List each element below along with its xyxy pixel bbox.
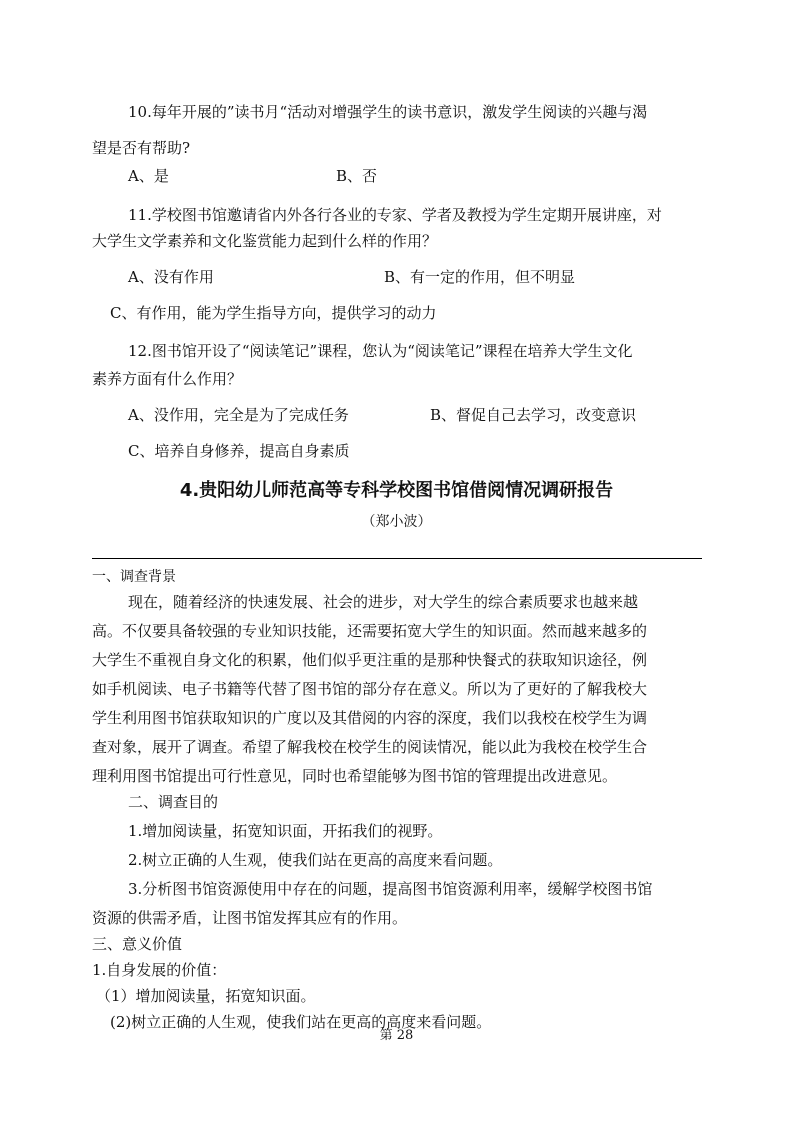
- section-1-heading: 一、调查背景: [92, 569, 176, 585]
- page-number: 第 28: [379, 1028, 414, 1043]
- question-12-text-cont: 素养方面有什么作用？: [92, 370, 243, 388]
- section-2-item-cont: 资源的供需矛盾，让图书馆发挥其应有的作用。: [92, 909, 408, 927]
- question-12-option-a: A、没作用，完全是为了完成任务: [128, 406, 349, 424]
- report-author: （郑小波）: [361, 514, 432, 530]
- question-10-option-b: B、否: [336, 167, 378, 185]
- paragraph-line: 如手机阅读、电子书籍等代替了图书馆的部分存在意义。所以为了更好的了解我校大: [92, 680, 648, 698]
- section-3-heading: 三、意义价值: [92, 935, 183, 953]
- paragraph-line: 现在，随着经济的快速发展、社会的进步，对大学生的综合素质要求也越来越: [128, 593, 639, 611]
- title-divider: [92, 558, 702, 559]
- question-12-option-c: C、培养自身修养，提高自身素质: [128, 442, 350, 460]
- section-2-item: 2.树立正确的人生观，使我们站在更高的高度来看问题。: [128, 851, 503, 869]
- question-11-option-a: A、没有作用: [128, 268, 214, 286]
- section-3-item: （1）增加阅读量，拓宽知识面。: [96, 987, 316, 1005]
- question-11-option-c: C、有作用，能为学生指导方向，提供学习的动力: [110, 304, 437, 322]
- question-10-text: 10.每年开展的”读书月“活动对增强学生的读书意识，激发学生阅读的兴趣与渴: [128, 103, 648, 121]
- question-11-text-cont: 大学生文学素养和文化鉴赏能力起到什么样的作用？: [92, 232, 438, 250]
- question-10-option-a: A、是: [128, 167, 169, 185]
- section-3-subheading: 1.自身发展的价值：: [92, 961, 227, 979]
- section-2-item: 3.分析图书馆资源使用中存在的问题，提高图书馆资源利用率，缓解学校图书馆: [128, 880, 653, 898]
- paragraph-line: 高。不仅要具备较强的专业知识技能，还需要拓宽大学生的知识面。然而越来越多的: [92, 622, 648, 640]
- paragraph-line: 查对象，展开了调查。希望了解我校在校学生的阅读情况，能以此为我校在校学生合: [92, 738, 648, 756]
- section-3-item: (2)树立正确的人生观，使我们站在更高的高度来看问题。: [110, 1013, 492, 1031]
- section-2-heading: 二、调查目的: [128, 793, 219, 811]
- question-10-text-cont: 望是否有帮助?: [92, 139, 191, 157]
- report-title: 4.贵阳幼儿师范高等专科学校图书馆借阅情况调研报告: [179, 480, 614, 501]
- paragraph-line: 大学生不重视自身文化的积累，他们似乎更注重的是那种快餐式的获取知识途径，例: [92, 651, 648, 669]
- paragraph-line: 学生利用图书馆获取知识的广度以及其借阅的内容的深度，我们以我校在校学生为调: [92, 709, 648, 727]
- question-11-option-b: B、有一定的作用，但不明显: [384, 268, 576, 286]
- question-12-option-b: B、督促自己去学习，改变意识: [430, 406, 637, 424]
- section-2-item: 1.增加阅读量，拓宽知识面，开拓我们的视野。: [128, 822, 443, 840]
- paragraph-line: 理利用图书馆提出可行性意见，同时也希望能够为图书馆的管理提出改进意见。: [92, 767, 618, 785]
- question-11-text: 11.学校图书馆邀请省内外各行各业的专家、学者及教授为学生定期开展讲座，对: [128, 206, 662, 224]
- question-12-text: 12.图书馆开设了“阅读笔记”课程，您认为“阅读笔记”课程在培养大学生文化: [128, 342, 633, 360]
